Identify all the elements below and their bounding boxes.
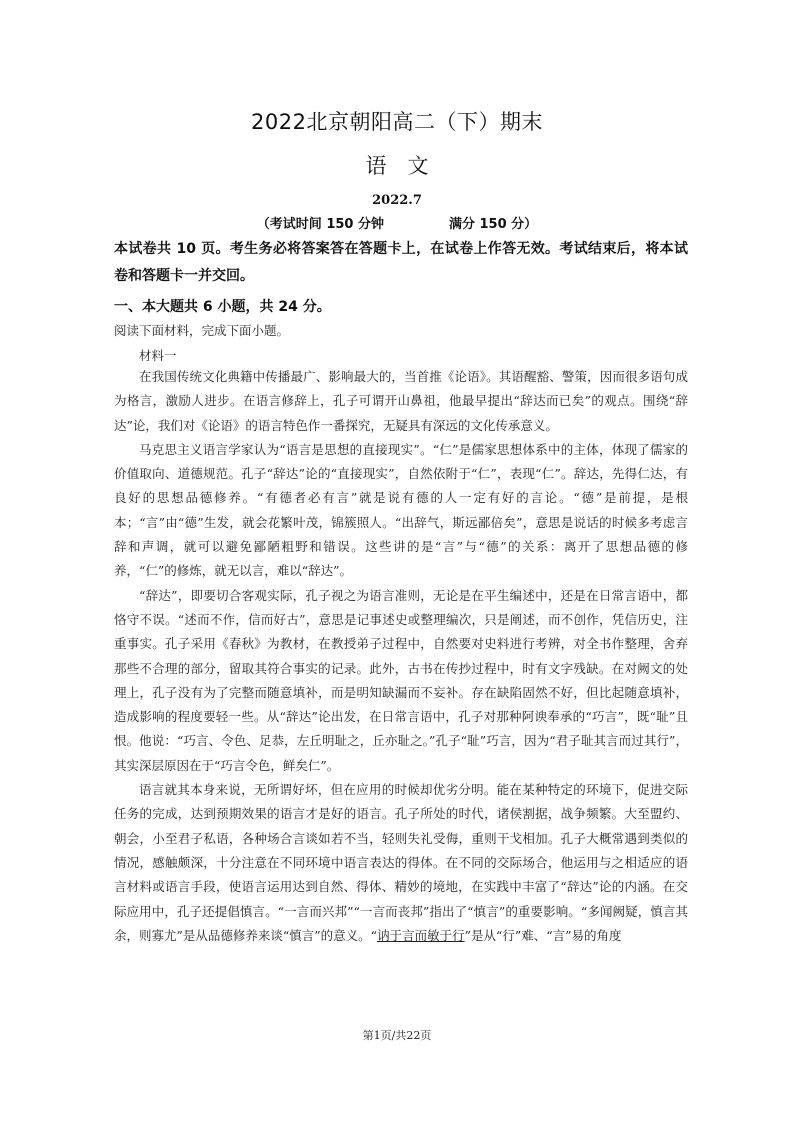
paragraph-text: 语言就其本身来说，无所谓好坏，但在应用的时候却优劣分明。能在某种特定的环境下，促进交际任务的完成，达到预期效果的语言才是好的语言。孔子所处的时代，诸侯割据，战争频繁。大至盟约、朝会，小至君子私语，各种场合言谈如若不当，轻则失礼受侮，重则干戈相加。孔子大概常遇到类似的情况，感触颇深，十分注意在不同环境中语言表达的得体。在不同的交际场合，他运用与之相适应的语言材料或语言手段，使语言运用达到自然、得体、精妙的境地，在实践中丰富了“辞达”论的内涵。在交际应用中，孔子还提倡慎言。“一言而兴邦”“一言而丧邦”指出了“慎言”的重要影响。“多闻阙疑，慎言其余，则寡尤”是从品德修养来谈“慎言”的意义。“ <box>114 782 688 943</box>
reading-instruction: 阅读下面材料，完成下面小题。 <box>114 323 290 338</box>
paragraph: 马克思主义语言学家认为“语言是思想的直接现实”。“仁”是儒家思想体系中的主体，体现了儒家的价值取向、道德规范。孔子“辞达”论的“直接现实”，自然依附于“仁”，表现“仁”。辞达，先得仁达，有良好的思想品德修养。“有德者必有言”就是说有德的人一定有好的言论。“德”是前提，是根本；“言”由“德”生发，就会花繁叶茂，锦簇照人。“出辞气，斯远鄙倍矣”，意思是说话的时候多考虑言辞和声调，就可以避免鄙陋粗野和错误。这些讲的是“言”与“德”的关系：离开了思想品德的修养，“仁”的修炼，就无以言，难以“辞达”。 <box>114 441 688 579</box>
paragraph <box>114 778 688 948</box>
exam-time-and-score: （考试时间 150 分钟 满分 150 分） <box>256 217 538 232</box>
subject-title: 语 文 <box>365 154 429 178</box>
exam-date: 2022.7 <box>372 193 422 208</box>
exam-title: 2022北京朝阳高二（下）期末 <box>251 110 543 134</box>
page-number: 第1页/共22页 <box>362 1029 432 1042</box>
material-label: 材料一 <box>139 348 177 363</box>
paragraph-text: ”是从“行”难、“言”易的角度 <box>464 927 622 943</box>
paragraph: “辞达”，即要切合客观实际，孔子视之为语言准则，无论是在平生编述中，还是在日常言语中，都恪守不误。“述而不作，信而好古”，意思是记事述史或整理编次，只是阐述，而不创作，凭信历史，注重事实。孔子采用《春秋》为教材，在教授弟子过程中，自然要对史料进行考辨，对全书作整理，舍弃那些不合理的部分，留取其符合事实的记录。此外，古书在传抄过程中，时有文字残缺。在对阙文的处理上，孔子没有为了完整而随意填补，而是明知缺漏而不妄补。存在缺陷固然不好，但比起随意填补，造成影响的程度要轻一些。从“辞达”论出发，在日常言语中，孔子对那种阿谀奉承的“巧言”，既“耻”且恨。他说：“巧言、令色、足恭，左丘明耻之，丘亦耻之。”孔子“耻”巧言，因为“君子耻其言而过其行”，其实深层原因在于“巧言令色，鲜矣仁”。 <box>114 587 688 773</box>
exam-instructions: 本试卷共 10 页。考生务必将答案答在答题卡上，在试卷上作答无效。考试结束后，将本试卷和答题卡一并交回。 <box>114 241 688 284</box>
section-heading: 一、本大题共 6 小题，共 24 分。 <box>114 299 331 315</box>
paragraph: 在我国传统文化典籍中传播最广、影响最大的，当首推《论语》。其语醒豁、警策，因而很多语句成为格言，激励人进步。在语言修辞上，孔子可谓开山鼻祖，他最早提出“辞达而已矣”的观点。围绕“辞达”论，我们对《论语》的语言特色作一番探究，无疑具有深远的文化传承意义。 <box>114 369 688 433</box>
material-text <box>114 365 688 948</box>
underlined-quote: 讷于言而敏于行 <box>377 927 465 943</box>
